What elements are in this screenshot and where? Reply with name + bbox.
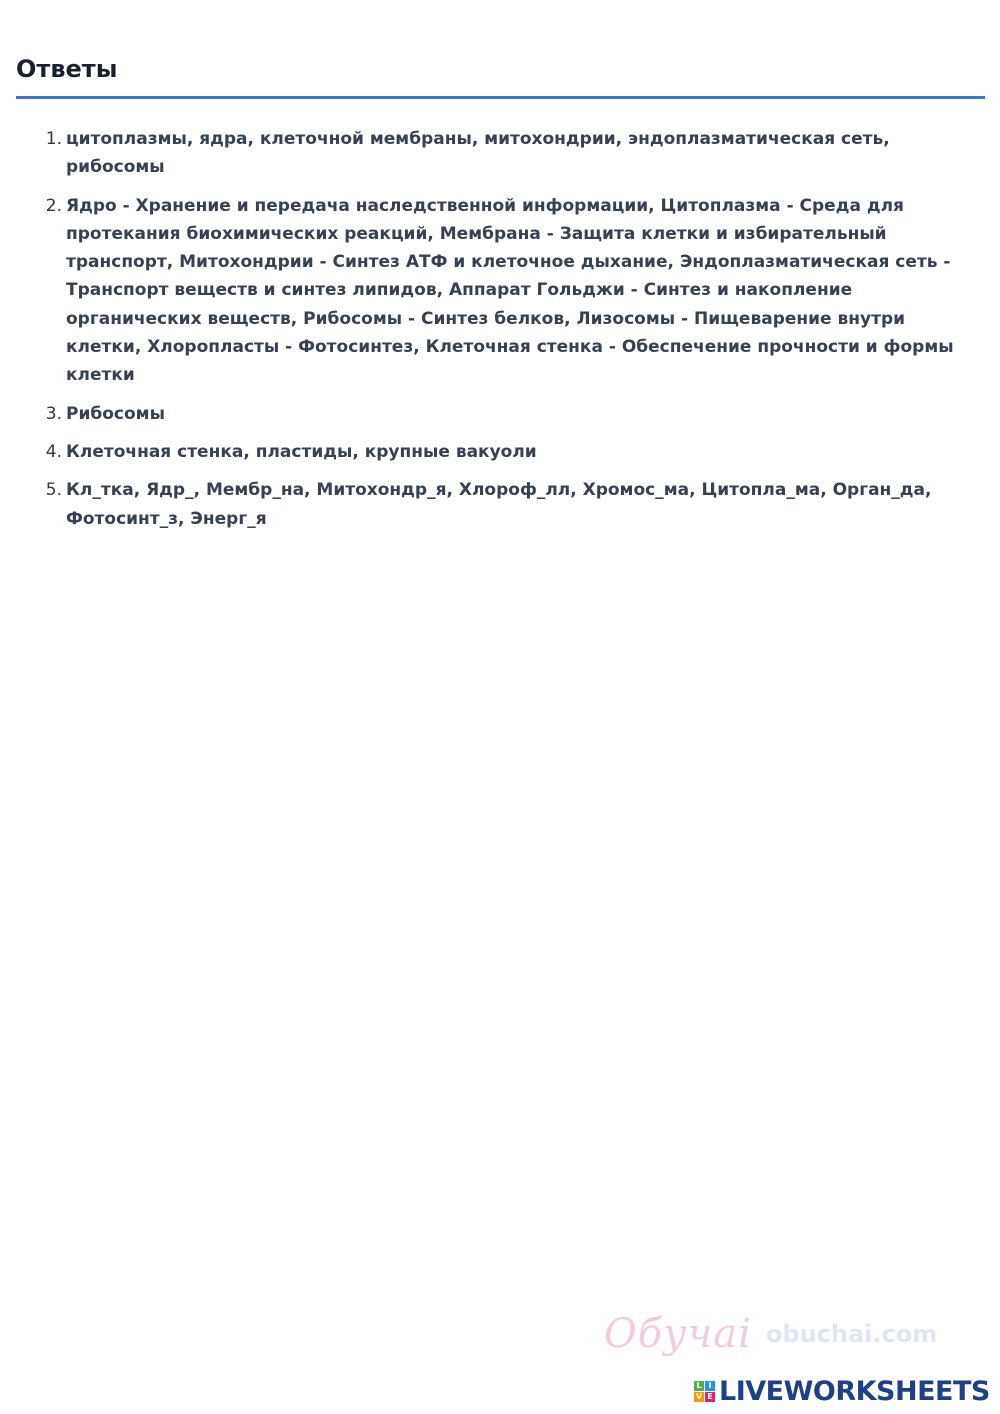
answer-item <box>16 125 985 182</box>
liveworksheets-logo-icon <box>694 1381 715 1402</box>
liveworksheets-brand <box>694 1374 990 1408</box>
answer-text: Рибосомы <box>66 403 165 424</box>
answer-text: Кл_тка, Ядр_, Мембр_на, Митохондр_я, Хлороф_лл, Хромос_ма, Цитопла_ма, Орган_да, Фотосинт_з, Энерг_я <box>66 480 932 529</box>
page-title: Ответы <box>16 52 985 99</box>
answer-text: Ядро - Хранение и передача наследственной информации, Цитоплазма - Среда для протекания биохимических реакций, Мембрана - Защита клетки и избирательный транспорт, Митохондрии - Синтез АТФ и клеточное дыхание, Эндоплазматическая сеть - Транспорт веществ и синтез липидов, Аппарат Гольджи - Синтез и накопление органических веществ, Рибосомы - Синтез белков, Лизосомы - Пищеварение внутри клетки, Хлоропласты - Фотосинтез, Клеточная стенка - Обеспечение прочности и формы клетки <box>66 195 954 386</box>
answer-number-label: 4. <box>45 441 62 462</box>
obuchai-domain: obuchai.com <box>765 1320 938 1348</box>
answer-number <box>16 438 66 466</box>
answer-number-label: 5. <box>45 480 62 501</box>
answer-list <box>16 125 985 533</box>
logo-letter: I <box>705 1381 715 1391</box>
answer-number-label: 1. <box>45 129 62 149</box>
answers-page <box>16 52 985 543</box>
liveworksheets-name: LIVEWORKSHEETS <box>719 1375 990 1407</box>
answer-number-label: 3. <box>45 403 62 424</box>
answer-text: Клеточная стенка, пластиды, крупные вакуоли <box>66 441 537 462</box>
answer-number <box>16 192 66 390</box>
answer-item <box>16 438 985 466</box>
answer-number <box>16 125 66 182</box>
logo-letter: E <box>705 1392 715 1402</box>
logo-letter: V <box>695 1391 703 1401</box>
answer-number <box>16 400 66 428</box>
answer-text: цитоплазмы, ядра, клеточной мембраны, митохондрии, эндоплазматическая сеть, рибосомы <box>66 129 890 178</box>
answer-number <box>16 476 66 533</box>
answer-number-label: 2. <box>45 195 62 216</box>
answer-item <box>16 192 985 390</box>
answer-item <box>16 400 985 428</box>
logo-letter: L <box>694 1381 704 1391</box>
obuchai-watermark <box>604 1306 964 1362</box>
obuchai-logo: Обучаі <box>604 1311 752 1357</box>
answer-item <box>16 476 985 533</box>
